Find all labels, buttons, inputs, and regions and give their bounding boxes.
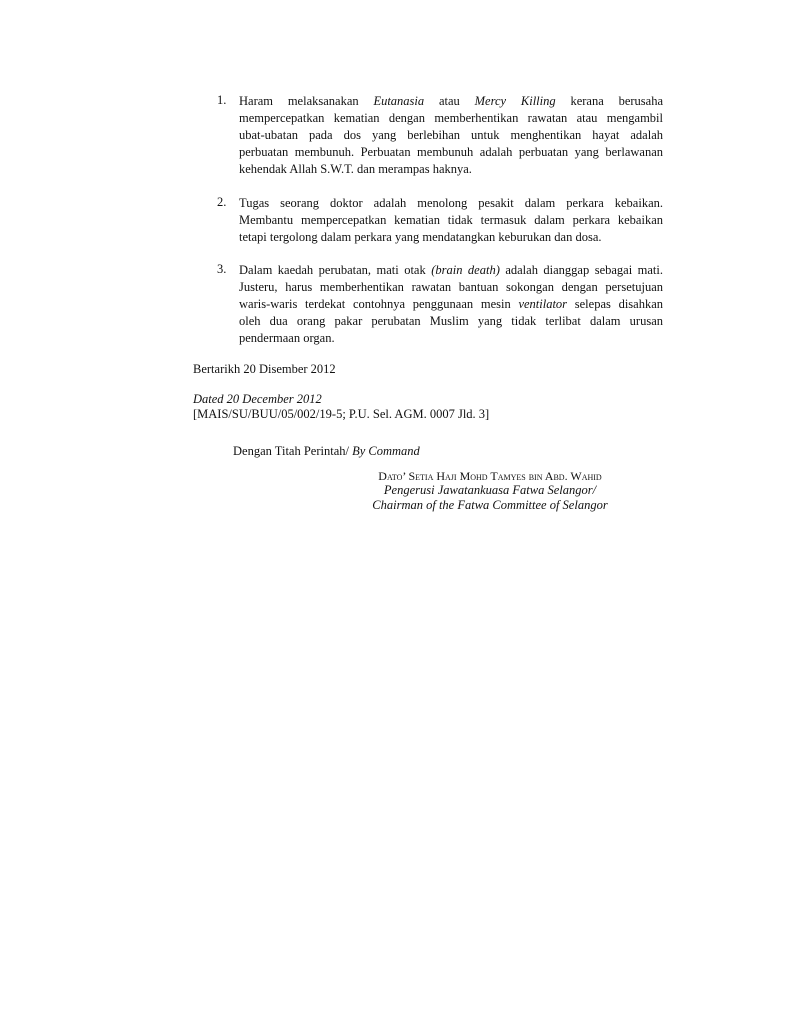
signatory-name: Dato’ Setia Haji Mohd Tamyes bin Abd. Wahid	[378, 469, 602, 483]
italic-term: (brain death)	[431, 263, 500, 277]
item-line	[239, 127, 663, 144]
line-text: Justeru, harus memberhentikan rawatan bantuan sokongan dengan persetujuan	[239, 280, 663, 294]
item-number: 1.	[217, 93, 227, 107]
by-command-prefix: Dengan Titah Perintah/	[233, 444, 353, 458]
italic-term: Mercy Killing	[474, 94, 556, 108]
item-line	[239, 279, 663, 296]
line-text: perbuatan membunuh. Perbuatan membunuh adalah perbuatan yang berlawanan	[239, 145, 663, 159]
by-command-italic: By Command	[352, 444, 420, 458]
item-line	[239, 330, 663, 347]
line-text: kerana berusaha	[555, 94, 664, 108]
line-text: oleh dua orang pakar perubatan Muslim yang tidak terlibat dalam urusan	[239, 314, 663, 328]
item-body	[239, 93, 663, 178]
reference-number: [MAIS/SU/BUU/05/002/19-5; P.U. Sel. AGM. 0007 Jld. 3]	[193, 407, 490, 421]
line-text: selepas disahkan	[567, 297, 663, 311]
item-line	[239, 110, 663, 127]
item-number: 2.	[217, 195, 227, 209]
line-text: Haram melaksanakan	[239, 94, 374, 108]
date-malay: Bertarikh 20 Disember 2012	[193, 362, 336, 376]
item-line	[239, 195, 663, 212]
item-line	[239, 262, 663, 279]
item-body	[239, 195, 663, 246]
line-text: Dalam kaedah perubatan, mati otak	[239, 263, 432, 277]
item-line	[239, 144, 663, 161]
line-text: atau	[424, 94, 475, 108]
item-number: 3.	[217, 262, 227, 276]
item-line	[239, 161, 663, 178]
item-line	[239, 313, 663, 330]
line-text: adalah dianggap sebagai mati.	[499, 263, 663, 277]
line-text: Tugas seorang doktor adalah menolong pesakit dalam perkara kebaikan.	[239, 196, 663, 210]
line-text: ubat-ubatan pada dos yang berlebihan untuk menghentikan hayat adalah	[239, 128, 663, 142]
item-line	[239, 93, 663, 110]
line-text: tetapi tergolong dalam perkara yang mendatangkan keburukan dan dosa.	[239, 230, 602, 244]
by-command-line	[233, 443, 420, 460]
italic-term: ventilator	[518, 297, 568, 311]
line-text: mempercepatkan kematian dengan memberhentikan rawatan atau mengambil	[239, 111, 663, 125]
line-text: Membantu mempercepatkan kematian tidak termasuk dalam perkara kebaikan	[239, 213, 663, 227]
item-line	[239, 212, 663, 229]
item-body	[239, 262, 663, 347]
line-text: pendermaan organ.	[239, 331, 335, 345]
date-english: Dated 20 December 2012	[193, 392, 322, 406]
line-text: kehendak Allah S.W.T. dan merampas haknya.	[239, 162, 472, 176]
italic-term: Eutanasia	[373, 94, 425, 108]
signatory-title-english: Chairman of the Fatwa Committee of Selangor	[372, 498, 608, 512]
signatory-title-malay: Pengerusi Jawatankuasa Fatwa Selangor/	[383, 483, 597, 497]
item-line	[239, 229, 663, 246]
item-line	[239, 296, 663, 313]
line-text: waris-waris terdekat contohnya penggunaan mesin	[239, 297, 519, 311]
